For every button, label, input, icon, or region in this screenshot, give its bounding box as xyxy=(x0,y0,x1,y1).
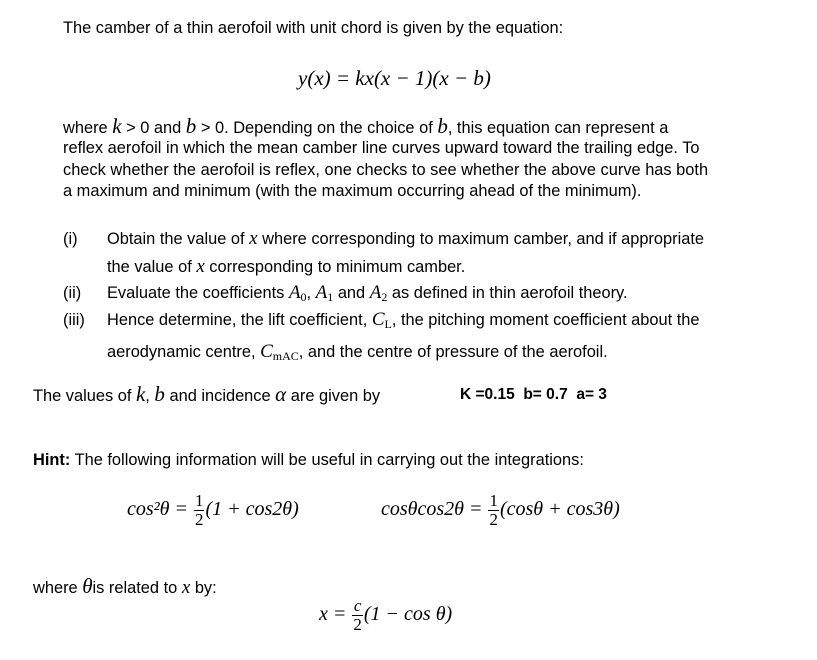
coef-A2: $A_2$ xyxy=(369,282,388,304)
coef-A1: $A_1$ xyxy=(315,282,334,304)
x-relation-rhs: (1 − cos θ) xyxy=(363,603,453,626)
var-alpha: α xyxy=(275,382,287,406)
hint-line xyxy=(33,450,584,471)
camber-equation: y(x) = kx(x − 1)(x − b) xyxy=(298,66,491,90)
moment-coefficient: $C_{mAC}$ xyxy=(260,341,299,363)
item-ii-a: Evaluate the coefficients xyxy=(107,284,289,302)
var-k-values: k xyxy=(135,382,146,406)
theta-line xyxy=(33,576,217,599)
item-iii-l1b: , the pitching moment coefficient about the xyxy=(391,311,700,329)
identity-cos-squared xyxy=(127,492,299,529)
var-b-values: b xyxy=(154,382,165,406)
item-iii-text xyxy=(107,306,700,370)
var-b: b xyxy=(185,114,197,138)
paragraph-line-3: check whether the aerofoil is reflex, one checks to see whether the above curve has both xyxy=(63,161,709,179)
values-line xyxy=(33,384,380,407)
paragraph-gt0-and: > 0 and xyxy=(121,119,186,137)
identity2-rhs: (cosθ + cos3θ) xyxy=(499,498,620,521)
var-theta: θ xyxy=(82,574,93,598)
x-relation-fraction: $\frac{c}{2}$ xyxy=(353,596,362,634)
theta-a: where xyxy=(33,579,83,597)
identity-cos-product xyxy=(381,492,620,529)
item-iii-line-2 xyxy=(107,338,700,370)
item-i-line-2 xyxy=(107,253,704,281)
item-i-l2a: the value of xyxy=(107,258,197,276)
given-values: K =0.15 b= 0.7 a= 3 xyxy=(460,386,607,403)
paragraph-where: where xyxy=(63,119,113,137)
var-k: k xyxy=(112,114,122,138)
item-iii-l2b: , and the centre of pressure of the aerofoil. xyxy=(298,343,608,361)
item-i-l1b: where corresponding to maximum camber, and if appropriate xyxy=(257,230,705,248)
var-b-2: b xyxy=(437,114,448,138)
var-x-theta: x xyxy=(181,577,191,598)
item-number-iii: (iii) xyxy=(63,311,85,329)
values-end: are given by xyxy=(286,387,381,405)
item-i-line-1 xyxy=(107,225,704,253)
paragraph-gt0-rest: > 0. Depending on the choice of xyxy=(196,119,438,137)
identity1-fraction: $\frac{1}{2}$ xyxy=(194,491,204,529)
lift-coefficient: $C_L$ xyxy=(371,309,392,331)
item-i-l2b: corresponding to minimum camber. xyxy=(204,258,466,276)
item-iii-l1a: Hence determine, the lift coefficient, xyxy=(107,311,372,329)
paragraph-line1-end: , this equation can represent a xyxy=(447,119,669,137)
intro-text: The camber of a thin aerofoil with unit chord is given by the equation: xyxy=(63,19,564,37)
values-sep: , xyxy=(145,387,155,405)
item-iii-line-1 xyxy=(107,306,700,338)
item-ii-end: as defined in thin aerofoil theory. xyxy=(387,284,628,302)
values-mid: and incidence xyxy=(164,387,276,405)
item-number-i: (i) xyxy=(63,230,78,248)
item-ii-sep: , xyxy=(306,284,316,302)
paragraph-line-4: a maximum and minimum (with the maximum occurring ahead of the minimum). xyxy=(63,182,642,200)
identity2-lhs: cosθcos2θ = xyxy=(381,498,488,521)
paragraph-line-2: reflex aerofoil in which the mean camber line curves upward toward the trailing edge. To xyxy=(63,139,700,157)
coef-A0: $A_0$ xyxy=(288,282,307,304)
item-i-l1a: Obtain the value of xyxy=(107,230,250,248)
values-a: The values of xyxy=(33,387,136,405)
var-x-2: x xyxy=(196,256,205,277)
item-ii-and: and xyxy=(333,284,370,302)
item-iii-l2a: aerodynamic centre, xyxy=(107,343,261,361)
theta-c: by: xyxy=(190,579,217,597)
x-relation-lhs: x = xyxy=(319,603,352,626)
x-theta-relation xyxy=(319,597,452,634)
item-number-ii: (ii) xyxy=(63,284,82,302)
var-x: x xyxy=(249,228,258,249)
identity2-fraction: $\frac{1}{2}$ xyxy=(489,491,498,529)
theta-b: is related to xyxy=(92,579,182,597)
hint-text: The following information will be useful in carrying out the integrations: xyxy=(70,451,584,469)
item-i-text xyxy=(107,225,704,281)
hint-label: Hint: xyxy=(33,451,71,469)
identity1-rhs: (1 + cos2θ) xyxy=(205,498,299,521)
identity1-lhs: cos²θ = xyxy=(127,498,193,521)
paragraph-line-1 xyxy=(63,116,668,139)
